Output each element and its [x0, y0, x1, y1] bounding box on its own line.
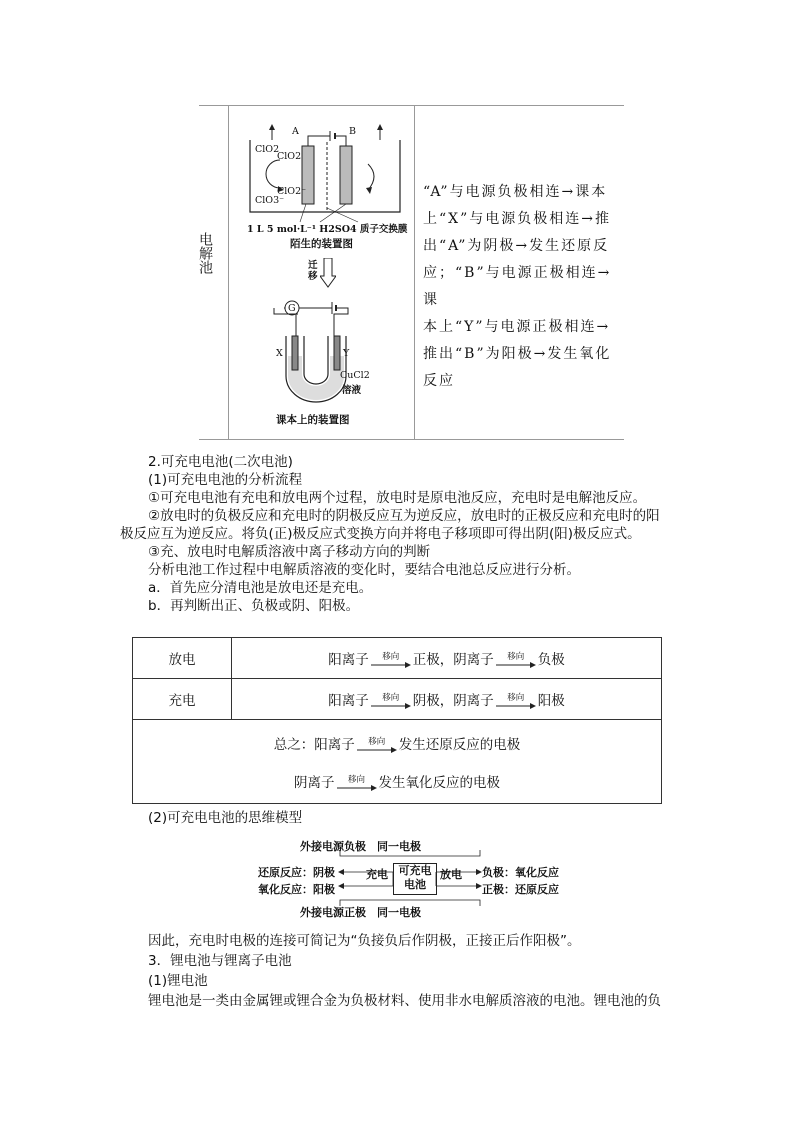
top-table-col-divider-2	[414, 105, 415, 439]
row-name: 充电	[133, 679, 232, 720]
right-line: 反应	[423, 373, 455, 389]
paragraph-line: ③充、放电时电解质溶液中离子移动方向的判断	[148, 544, 431, 560]
flow-bottom-label: 外接电源正极 同一电极	[300, 906, 421, 919]
summary-oxidation: 发生氧化反应的电极	[378, 774, 500, 791]
arrow-label: 移向	[347, 774, 365, 785]
table-row	[133, 679, 662, 720]
right-arrow-icon	[496, 703, 536, 709]
electrolysis-cell-diagram	[240, 120, 410, 230]
flow-left-bottom: 氧化反应：阳极	[258, 883, 335, 896]
fig1-caption: 陌生的装置图	[290, 238, 353, 250]
paragraph-line: 分析电池工作过程中电解质溶液的变化时，要结合电池总反应进行分析。	[148, 562, 580, 578]
arrow-label: 移向	[507, 693, 525, 703]
label-solution: 溶液	[342, 385, 362, 396]
migrate-label: 迁移	[308, 260, 318, 282]
summary-reduction: 发生还原反应的电极	[398, 736, 521, 753]
solution-label: 1 L 5 mol·L⁻¹ H2SO4 质子交换膜	[247, 224, 408, 235]
paragraph-line: 因此，充电时电极的连接可简记为“负接负后作阴极，正接正后作阳极”。	[148, 933, 581, 949]
label-clo2-left: ClO2	[255, 144, 280, 155]
arrow-label: 移向	[507, 652, 525, 662]
paragraph-line: ①可充电电池有充电和放电两个过程，放电时是原电池反应，充电时是电解池反应。	[148, 490, 647, 506]
flow-left-top: 还原反应：阴极	[258, 866, 335, 879]
flow-right-bottom: 正极：还原反应	[482, 883, 559, 896]
label-Y: Y	[343, 348, 350, 359]
flow-center-2: 电池	[404, 878, 426, 891]
row-content	[232, 638, 662, 679]
cation-text: 阳离子	[328, 652, 369, 668]
label-A: A	[292, 126, 299, 137]
right-column-text	[423, 179, 623, 395]
right-arrow-icon	[371, 703, 411, 709]
right-arrow-icon	[496, 662, 536, 668]
label-clo2-minus: ClO2⁻	[277, 186, 307, 197]
paragraph-line: ②放电时的负极反应和充电时的阴极反应互为逆反应，放电时的正极反应和充电时的阳	[148, 508, 660, 524]
paragraph-line: 极反应互为逆反应。将负(正)极反应式变换方向并将电子移项即可得出阴(阳)极反应式。	[120, 526, 641, 542]
cathode-text: 阴极，阴离子	[412, 693, 494, 709]
text-block-1	[120, 453, 700, 615]
target-text: 负极	[537, 652, 565, 668]
right-line: “A”与电源负极相连→课本	[423, 184, 608, 200]
label-B: B	[349, 126, 356, 137]
flow-connector-lines	[330, 850, 490, 910]
right-arrow-icon	[371, 662, 411, 668]
right-arrow-icon	[337, 785, 377, 791]
flow-center-1: 可充电	[398, 864, 432, 877]
move-arrow	[371, 693, 411, 709]
fig2-caption: 课本上的装置图	[276, 414, 350, 426]
arrow-label: 移向	[368, 736, 386, 747]
right-line: 本上“Y”与电源正极相连→	[423, 319, 611, 335]
move-arrow	[371, 652, 411, 668]
right-line: 应；“B”与电源正极相连→课	[423, 265, 612, 308]
table-row	[133, 638, 662, 679]
text-block-2	[120, 932, 700, 1010]
move-arrow	[337, 775, 377, 791]
right-line: 出“A”为阴极→发生还原反	[423, 238, 610, 254]
target-text: 阳极	[537, 693, 565, 709]
summary-anion: 阴离子	[294, 774, 335, 791]
arrow-label: 移向	[382, 693, 400, 703]
summary-line-2	[134, 771, 660, 791]
label-cucl2: CuCl2	[340, 370, 370, 381]
section-heading: 2.可充电电池(二次电池)	[148, 454, 293, 470]
flow-discharge: 放电	[440, 868, 462, 881]
galvanometer-label: G	[288, 303, 296, 314]
top-table-top-border	[199, 105, 624, 106]
move-arrow	[357, 737, 397, 753]
label-clo3-minus: ClO3⁻	[255, 195, 285, 206]
row-content	[232, 679, 662, 720]
summary-line-1	[134, 733, 660, 753]
row-label-vertical: 电解池	[197, 232, 213, 274]
flow-top-label: 外接电源负极 同一电极	[300, 840, 421, 853]
model-title: (2)可充电电池的思维模型	[148, 810, 303, 826]
section-heading: 3．锂电池与锂离子电池	[148, 953, 292, 969]
summary-cell	[133, 720, 662, 804]
anode-text: 正极，阴离子	[412, 652, 494, 668]
paragraph-line: b．再判断出正、负极或阴、阳极。	[148, 598, 360, 614]
ion-migration-table	[132, 637, 662, 804]
subsection-heading: (1)可充电电池的分析流程	[148, 472, 303, 488]
summary-cation: 总之：阳离子	[273, 736, 355, 753]
move-arrow	[496, 652, 536, 668]
arrow-label: 移向	[382, 652, 400, 662]
paragraph-line: 锂电池是一类由金属锂或锂合金为负极材料、使用非水电解质溶液的电池。锂电池的负	[148, 993, 661, 1009]
down-arrow-icon	[320, 258, 336, 288]
row-name: 放电	[133, 638, 232, 679]
top-table-bottom-border	[199, 439, 624, 440]
paragraph-line: a．首先应分清电池是放电还是充电。	[148, 580, 373, 596]
subsection-heading: (1)锂电池	[148, 973, 208, 989]
right-line: 推出“B”为阳极→发生氧化	[423, 346, 612, 362]
right-line: 上“X”与电源负极相连→推	[423, 211, 612, 227]
move-arrow	[496, 693, 536, 709]
flow-charge: 充电	[366, 868, 388, 881]
cation-text: 阳离子	[328, 693, 369, 709]
migrate-arrow	[308, 258, 342, 290]
summary-row	[133, 720, 662, 804]
top-table-col-divider-1	[228, 105, 229, 439]
flow-right-top: 负极：氧化反应	[482, 866, 559, 879]
right-arrow-icon	[357, 747, 397, 753]
label-X: X	[276, 348, 283, 359]
label-clo2-inner: ClO2	[277, 151, 302, 162]
